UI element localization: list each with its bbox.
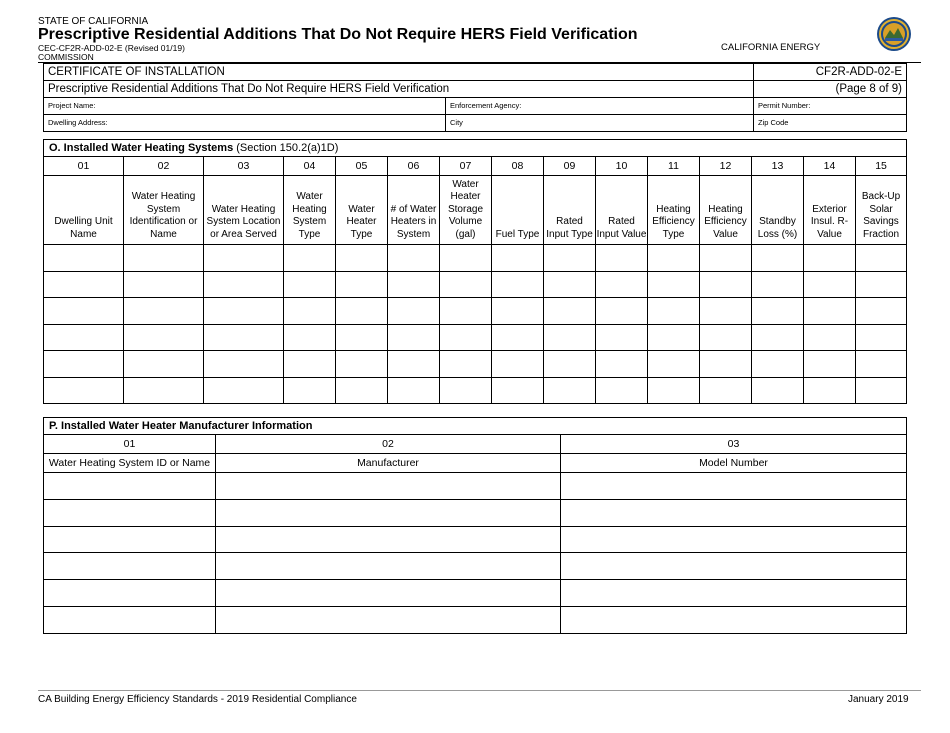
table-row	[44, 298, 907, 325]
entry-cell[interactable]	[216, 553, 561, 580]
entry-cell[interactable]	[596, 351, 648, 378]
form-id: CEC-CF2R-ADD-02-E (Revised 01/19)	[38, 43, 185, 53]
column-number: 05	[336, 157, 388, 176]
entry-cell[interactable]	[596, 377, 648, 404]
entry-cell[interactable]	[44, 377, 124, 404]
column-header: Fuel Type	[492, 176, 544, 245]
column-header: Rated Input Type	[544, 176, 596, 245]
entry-cell[interactable]	[561, 526, 907, 553]
entry-cell[interactable]	[544, 324, 596, 351]
entry-cell[interactable]	[544, 377, 596, 404]
entry-cell[interactable]	[804, 298, 856, 325]
entry-cell[interactable]	[752, 271, 804, 298]
entry-cell[interactable]	[388, 271, 440, 298]
entry-cell[interactable]	[700, 298, 752, 325]
table-row	[44, 271, 907, 298]
entry-cell[interactable]	[44, 271, 124, 298]
column-header: Manufacturer	[216, 454, 561, 473]
entry-cell[interactable]	[44, 298, 124, 325]
column-header: Standby Loss (%)	[752, 176, 804, 245]
entry-cell[interactable]	[856, 245, 907, 272]
column-number: 03	[561, 435, 907, 454]
entry-cell[interactable]	[648, 298, 700, 325]
entry-cell[interactable]	[440, 351, 492, 378]
column-header: Water Heating System Location or Area Served	[204, 176, 284, 245]
entry-cell[interactable]	[124, 298, 204, 325]
entry-cell[interactable]	[856, 351, 907, 378]
table-row	[44, 580, 907, 607]
entry-cell[interactable]	[204, 245, 284, 272]
entry-cell[interactable]	[856, 377, 907, 404]
entry-cell[interactable]	[204, 377, 284, 404]
project-name-field[interactable]: Project Name:	[44, 98, 446, 115]
entry-cell[interactable]	[752, 245, 804, 272]
entry-cell[interactable]	[492, 351, 544, 378]
dwelling-address-field[interactable]: Dwelling Address:	[44, 115, 446, 132]
entry-cell[interactable]	[752, 351, 804, 378]
certificate-subtitle: Prescriptive Residential Additions That Do Not Require HERS Field Verification	[44, 81, 754, 98]
section-o-title: O. Installed Water Heating Systems (Section 150.2(a)1D)	[44, 140, 907, 157]
entry-cell[interactable]	[804, 271, 856, 298]
entry-cell[interactable]	[204, 271, 284, 298]
entry-cell[interactable]	[492, 245, 544, 272]
table-row	[44, 553, 907, 580]
entry-cell[interactable]	[804, 245, 856, 272]
state-label: STATE OF CALIFORNIA	[38, 16, 149, 27]
entry-cell[interactable]	[561, 606, 907, 633]
column-header: Exterior Insul. R-Value	[804, 176, 856, 245]
entry-cell[interactable]	[544, 298, 596, 325]
table-row	[44, 473, 907, 500]
entry-cell[interactable]	[492, 377, 544, 404]
entry-cell[interactable]	[648, 271, 700, 298]
entry-cell[interactable]	[44, 245, 124, 272]
entry-cell[interactable]	[856, 298, 907, 325]
entry-cell[interactable]	[124, 324, 204, 351]
entry-cell[interactable]	[216, 473, 561, 500]
entry-cell[interactable]	[336, 377, 388, 404]
entry-cell[interactable]	[492, 298, 544, 325]
entry-cell[interactable]	[440, 271, 492, 298]
entry-cell[interactable]	[700, 377, 752, 404]
entry-cell[interactable]	[804, 351, 856, 378]
column-header: Model Number	[561, 454, 907, 473]
column-header: Heating Efficiency Type	[648, 176, 700, 245]
city-field[interactable]: City	[446, 115, 754, 132]
entry-cell[interactable]	[752, 377, 804, 404]
entry-cell[interactable]	[440, 377, 492, 404]
column-header: Dwelling Unit Name	[44, 176, 124, 245]
entry-cell[interactable]	[216, 580, 561, 607]
entry-cell[interactable]	[388, 351, 440, 378]
commission-label: COMMISSION	[38, 52, 94, 62]
entry-cell[interactable]	[561, 499, 907, 526]
entry-cell[interactable]	[596, 245, 648, 272]
entry-cell[interactable]	[440, 324, 492, 351]
entry-cell[interactable]	[284, 298, 336, 325]
entry-cell[interactable]	[648, 377, 700, 404]
column-number: 12	[700, 157, 752, 176]
column-header: Rated Input Value	[596, 176, 648, 245]
entry-cell[interactable]	[336, 271, 388, 298]
column-number: 09	[544, 157, 596, 176]
footer-divider	[38, 690, 921, 691]
column-number: 02	[124, 157, 204, 176]
column-header: Water Heating System Identification or Name	[124, 176, 204, 245]
entry-cell[interactable]	[44, 499, 216, 526]
entry-cell[interactable]	[388, 324, 440, 351]
column-header: Back-Up Solar Savings Fraction	[856, 176, 907, 245]
entry-cell[interactable]	[284, 271, 336, 298]
entry-cell[interactable]	[492, 271, 544, 298]
entry-cell[interactable]	[124, 377, 204, 404]
entry-cell[interactable]	[700, 351, 752, 378]
certificate-title: CERTIFICATE OF INSTALLATION	[44, 64, 754, 81]
entry-cell[interactable]	[388, 377, 440, 404]
entry-cell[interactable]	[648, 245, 700, 272]
column-number: 10	[596, 157, 648, 176]
entry-cell[interactable]	[856, 271, 907, 298]
column-number: 07	[440, 157, 492, 176]
state-seal-icon	[876, 16, 912, 52]
column-header: # of Water Heaters in System	[388, 176, 440, 245]
column-number: 14	[804, 157, 856, 176]
column-number: 11	[648, 157, 700, 176]
section-p-title: P. Installed Water Heater Manufacturer Information	[44, 418, 907, 435]
entry-cell[interactable]	[388, 245, 440, 272]
entry-cell[interactable]	[204, 298, 284, 325]
entry-cell[interactable]	[44, 473, 216, 500]
entry-cell[interactable]	[388, 298, 440, 325]
table-row	[44, 606, 907, 633]
column-header: Water Heater Storage Volume (gal)	[440, 176, 492, 245]
enforcement-agency-field[interactable]: Enforcement Agency:	[446, 98, 754, 115]
entry-cell[interactable]	[216, 526, 561, 553]
entry-cell[interactable]	[216, 606, 561, 633]
project-info-table	[43, 63, 907, 132]
column-number: 02	[216, 435, 561, 454]
column-number: 13	[752, 157, 804, 176]
entry-cell[interactable]	[124, 245, 204, 272]
permit-number-field[interactable]: Permit Number:	[754, 98, 907, 115]
table-row	[44, 499, 907, 526]
entry-cell[interactable]	[204, 324, 284, 351]
entry-cell[interactable]	[561, 553, 907, 580]
column-number: 04	[284, 157, 336, 176]
zip-code-field[interactable]: Zip Code	[754, 115, 907, 132]
column-number: 15	[856, 157, 907, 176]
entry-cell[interactable]	[544, 351, 596, 378]
entry-cell[interactable]	[336, 351, 388, 378]
entry-cell[interactable]	[44, 351, 124, 378]
entry-cell[interactable]	[336, 298, 388, 325]
entry-cell[interactable]	[336, 245, 388, 272]
entry-cell[interactable]	[700, 324, 752, 351]
section-p-table	[43, 417, 907, 634]
entry-cell[interactable]	[752, 298, 804, 325]
section-o-table	[43, 139, 907, 404]
entry-cell[interactable]	[216, 499, 561, 526]
column-number: 06	[388, 157, 440, 176]
footer-date: January 2019	[848, 694, 909, 705]
entry-cell[interactable]	[440, 245, 492, 272]
form-header	[38, 16, 913, 64]
column-number: 01	[44, 157, 124, 176]
entry-cell[interactable]	[336, 324, 388, 351]
table-row	[44, 324, 907, 351]
agency-label: CALIFORNIA ENERGY	[721, 42, 821, 53]
entry-cell[interactable]	[204, 351, 284, 378]
entry-cell[interactable]	[44, 580, 216, 607]
entry-cell[interactable]	[752, 324, 804, 351]
entry-cell[interactable]	[544, 245, 596, 272]
column-number: 01	[44, 435, 216, 454]
page-number: (Page 8 of 9)	[754, 81, 907, 98]
entry-cell[interactable]	[284, 324, 336, 351]
entry-cell[interactable]	[124, 271, 204, 298]
entry-cell[interactable]	[700, 245, 752, 272]
column-header: Water Heater Type	[336, 176, 388, 245]
entry-cell[interactable]	[284, 351, 336, 378]
entry-cell[interactable]	[856, 324, 907, 351]
entry-cell[interactable]	[544, 271, 596, 298]
table-row	[44, 351, 907, 378]
column-header: Water Heating System ID or Name	[44, 454, 216, 473]
entry-cell[interactable]	[44, 526, 216, 553]
column-number: 03	[204, 157, 284, 176]
entry-cell[interactable]	[44, 606, 216, 633]
entry-cell[interactable]	[648, 324, 700, 351]
entry-cell[interactable]	[561, 580, 907, 607]
entry-cell[interactable]	[700, 271, 752, 298]
entry-cell[interactable]	[804, 377, 856, 404]
column-number: 08	[492, 157, 544, 176]
entry-cell[interactable]	[44, 553, 216, 580]
footer-standards: CA Building Energy Efficiency Standards - 2019 Residential Compliance	[38, 694, 357, 705]
entry-cell[interactable]	[561, 473, 907, 500]
entry-cell[interactable]	[284, 245, 336, 272]
entry-cell[interactable]	[596, 271, 648, 298]
entry-cell[interactable]	[596, 298, 648, 325]
entry-cell[interactable]	[492, 324, 544, 351]
form-title: Prescriptive Residential Additions That Do Not Require HERS Field Verification	[38, 26, 638, 43]
entry-cell[interactable]	[284, 377, 336, 404]
entry-cell[interactable]	[596, 324, 648, 351]
entry-cell[interactable]	[804, 324, 856, 351]
entry-cell[interactable]	[648, 351, 700, 378]
table-row	[44, 526, 907, 553]
entry-cell[interactable]	[124, 351, 204, 378]
table-row	[44, 245, 907, 272]
column-header: Heating Efficiency Value	[700, 176, 752, 245]
entry-cell[interactable]	[44, 324, 124, 351]
certificate-code: CF2R-ADD-02-E	[754, 64, 907, 81]
table-row	[44, 377, 907, 404]
column-header: Water Heating System Type	[284, 176, 336, 245]
entry-cell[interactable]	[440, 298, 492, 325]
